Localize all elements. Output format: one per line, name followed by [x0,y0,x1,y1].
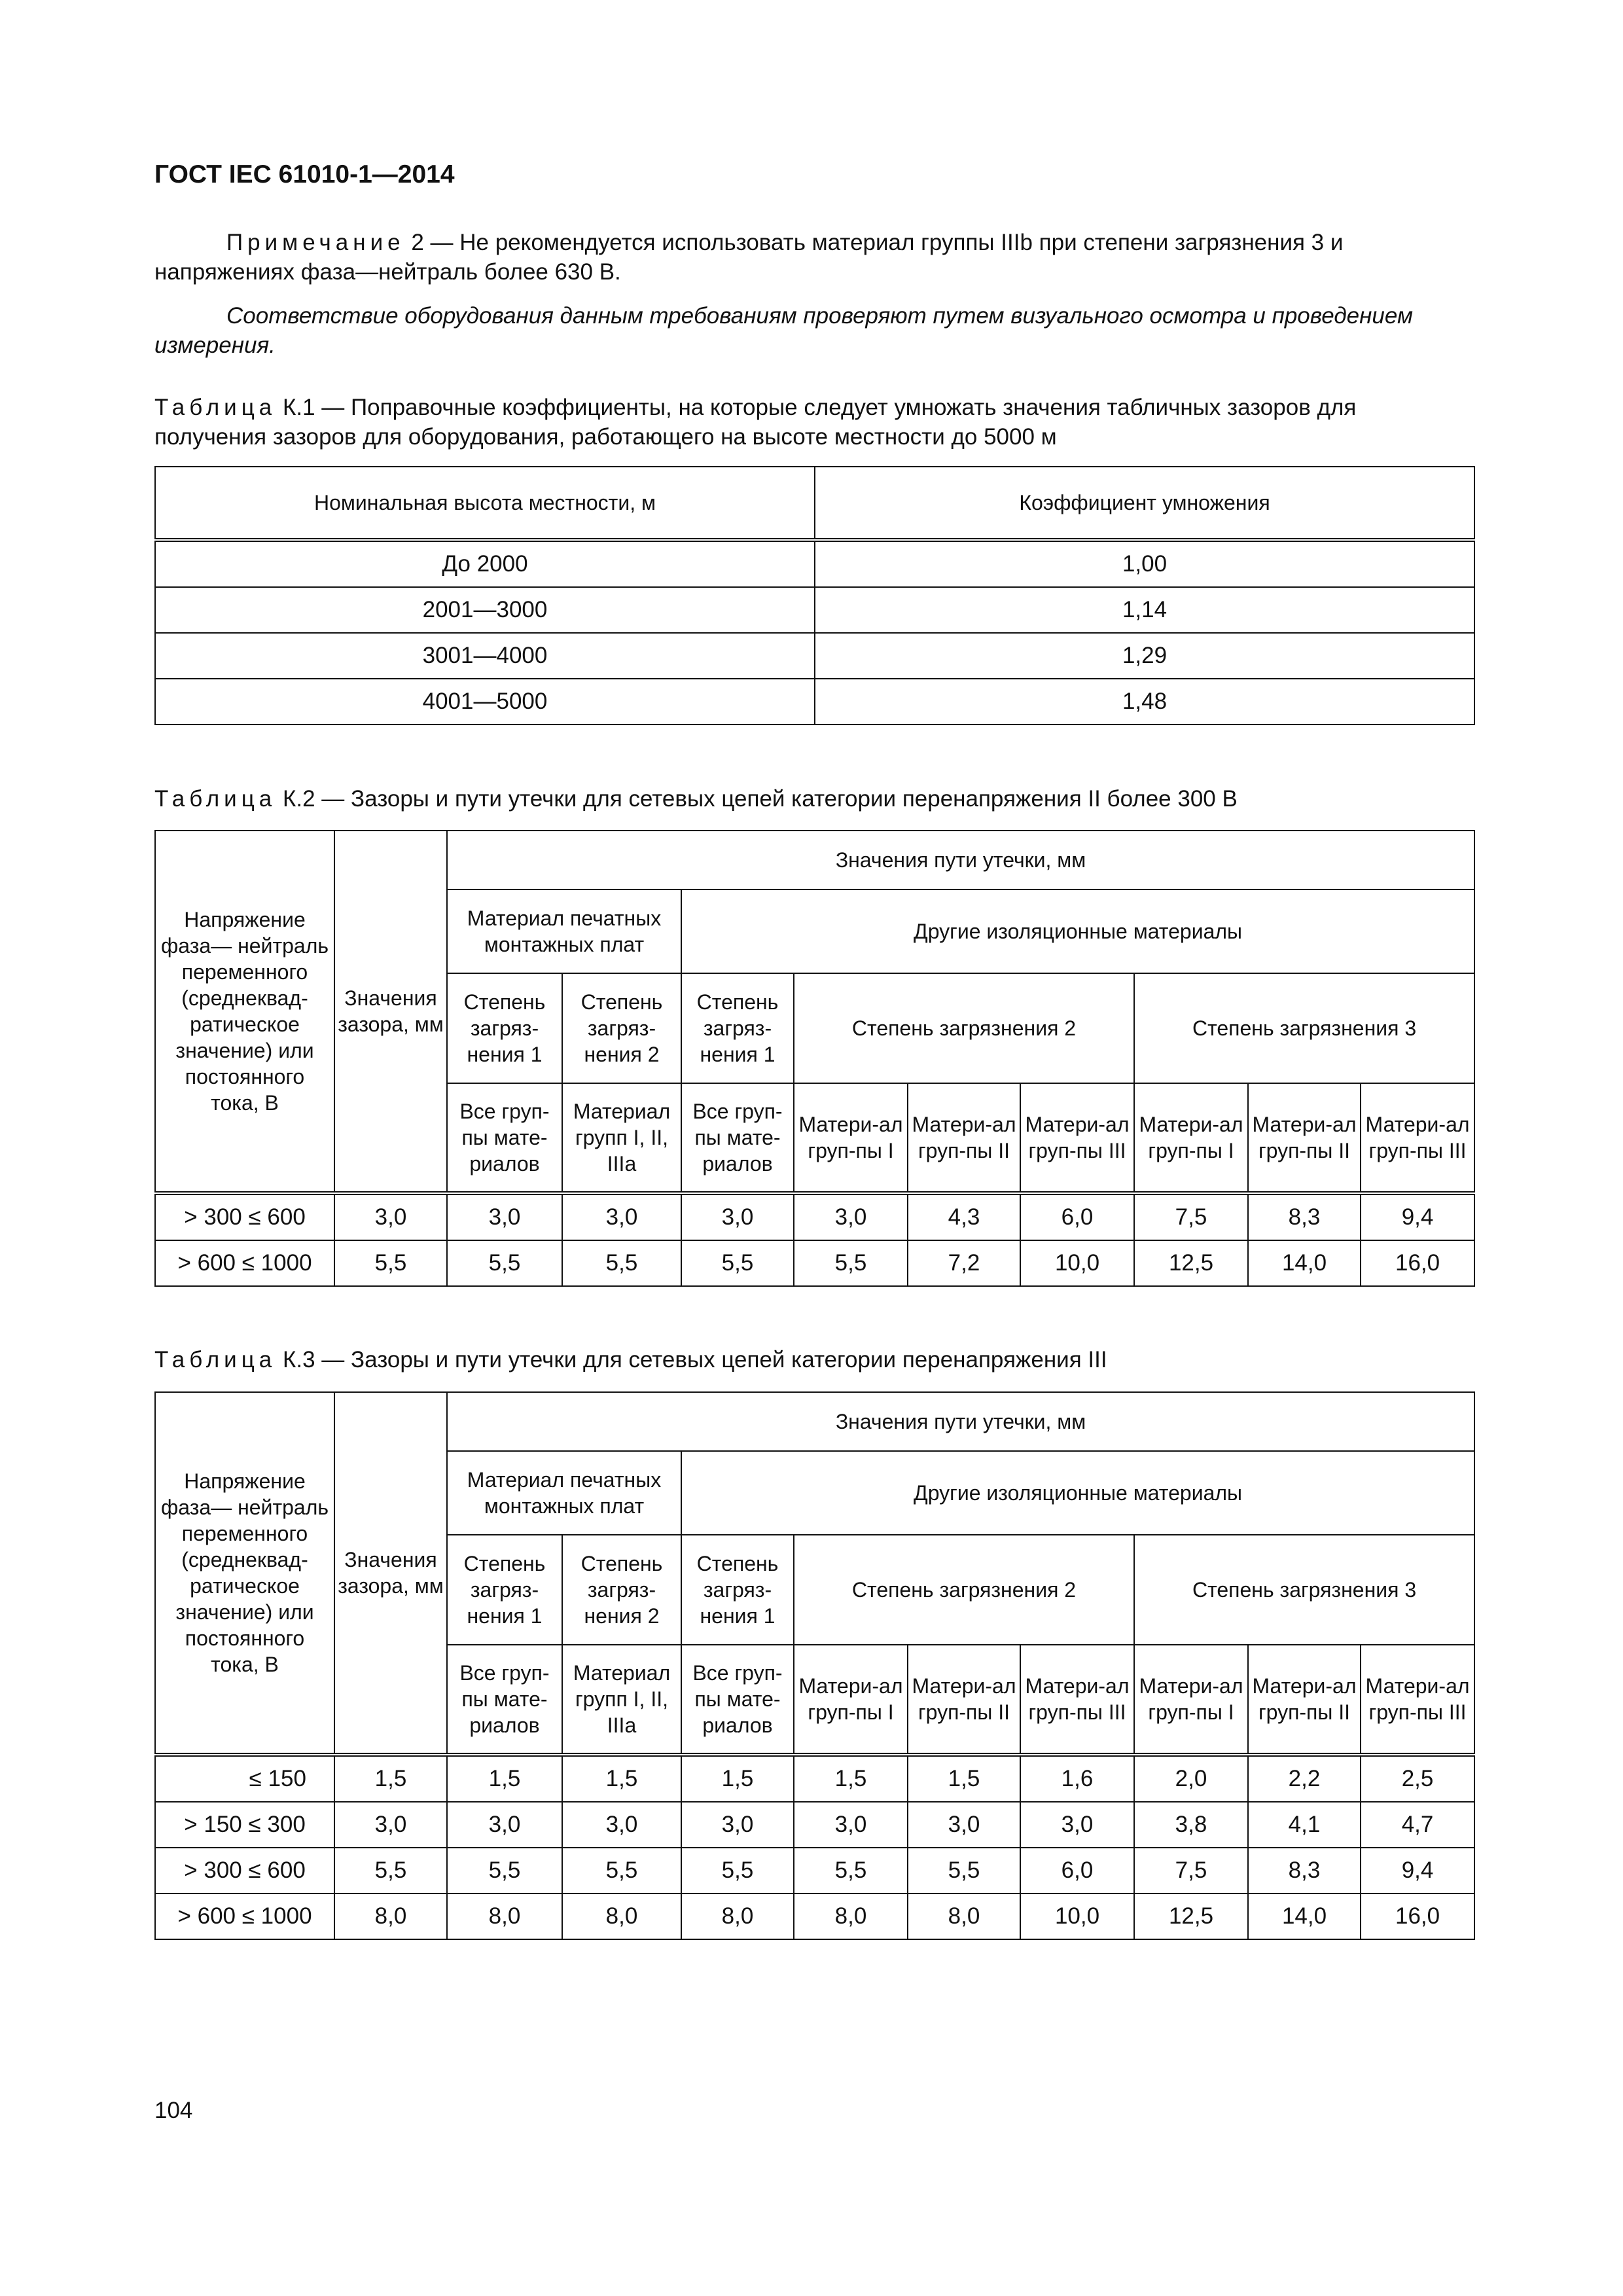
table-row [155,1893,1474,1939]
table-row [155,1848,1474,1893]
material-group-header: Матери-ал груп-пы I [794,1083,908,1193]
page-number: 104 [154,2098,193,2123]
material-group-header: Все груп-пы мате-риалов [447,1645,562,1755]
pcb-material-header: Материал печатных монтажных плат [447,889,681,973]
table-cell: До 2000 [155,540,815,587]
material-group-header: Матери-ал груп-пы II [908,1083,1020,1193]
table-cell: 4001—5000 [155,679,815,725]
table-cell: 4,3 [908,1193,1020,1240]
table-cell: 2001—3000 [155,587,815,633]
table-row [155,1755,1474,1802]
material-group-header: Матери-ал груп-пы I [1134,1083,1248,1193]
other-material-header: Другие изоляционные материалы [681,1451,1474,1535]
material-group-header: Матери-ал груп-пы II [1248,1083,1361,1193]
table-cell: 6,0 [1020,1193,1134,1240]
table-row [155,1193,1474,1240]
table-cell: 6,0 [1020,1848,1134,1893]
table-cell: 10,0 [1020,1893,1134,1939]
pollution-degree-header: Степень загрязнения 2 [794,1535,1134,1645]
pollution-degree-header: Степень загряз-нения 1 [681,1535,794,1645]
table-k2-caption [154,784,1474,814]
table-cell: > 150 ≤ 300 [155,1802,334,1848]
table-k1-caption [154,393,1474,452]
clearance-header: Значения зазора, мм [334,831,447,1193]
material-group-header: Матери-ал груп-пы I [1134,1645,1248,1755]
document-title: ГОСТ IEC 61010-1—2014 [154,160,455,188]
table-k1-caption-text: К.1 — Поправочные коэффициенты, на которые следует умножать значения табличных зазоров для получения зазоров для оборудования, работающего на высоте местности до 5000 м [154,395,1357,450]
table-cell: 3,0 [562,1802,681,1848]
table-cell: 4,1 [1248,1802,1361,1848]
material-group-header: Матери-ал груп-пы III [1361,1083,1474,1193]
table-cell: 7,2 [908,1240,1020,1286]
table-cell: 8,0 [562,1893,681,1939]
creepage-header: Значения пути утечки, мм [447,1392,1474,1451]
pollution-degree-header: Степень загрязнения 3 [1134,1535,1474,1645]
table-cell: 9,4 [1361,1193,1474,1240]
table-cell: 12,5 [1134,1240,1248,1286]
table-row [155,587,1474,633]
pollution-degree-header: Степень загрязнения 3 [1134,973,1474,1083]
material-group-header: Материал групп I, II, IIIa [562,1083,681,1193]
table-row [155,1240,1474,1286]
table-k2-caption-label: Таблица [154,786,277,812]
table-cell: 3,0 [908,1802,1020,1848]
table-row [155,1802,1474,1848]
note-label: Примечание [226,230,405,255]
table-cell: 14,0 [1248,1240,1361,1286]
table-k3-caption [154,1345,1474,1374]
material-group-header: Матери-ал груп-пы II [908,1645,1020,1755]
table-row [155,540,1474,587]
material-group-header: Матери-ал груп-пы I [794,1645,908,1755]
table-k3-caption-label: Таблица [154,1347,277,1372]
compliance-check-text: Соответствие оборудования данным требованиям проверяют путем визуального осмотра и проведением измерения. [154,303,1413,358]
table-cell: 1,48 [815,679,1474,725]
table-cell: 1,5 [681,1755,794,1802]
creepage-header: Значения пути утечки, мм [447,831,1474,889]
table-cell: 3,0 [1020,1802,1134,1848]
table-cell: 8,0 [908,1893,1020,1939]
table-cell: 5,5 [908,1848,1020,1893]
pollution-degree-header: Степень загряз-нения 1 [681,973,794,1083]
table-cell: 8,0 [681,1893,794,1939]
table-row [155,679,1474,725]
table-cell: 2,2 [1248,1755,1361,1802]
table-cell: 5,5 [562,1848,681,1893]
table-cell: 14,0 [1248,1893,1361,1939]
table-cell: 2,0 [1134,1755,1248,1802]
pollution-degree-header: Степень загряз-нения 2 [562,1535,681,1645]
table-cell: 7,5 [1134,1848,1248,1893]
table-cell: 8,3 [1248,1193,1361,1240]
table-cell: 12,5 [1134,1893,1248,1939]
table-cell: > 600 ≤ 1000 [155,1893,334,1939]
table-k2 [154,830,1475,1287]
pollution-degree-header: Степень загряз-нения 2 [562,973,681,1083]
table-cell: 1,5 [794,1755,908,1802]
table-cell: 9,4 [1361,1848,1474,1893]
table-cell: 5,5 [681,1240,794,1286]
table-cell: 3,0 [334,1802,447,1848]
pollution-degree-header: Степень загряз-нения 1 [447,973,562,1083]
table-cell: > 300 ≤ 600 [155,1848,334,1893]
table-cell: 16,0 [1361,1893,1474,1939]
table-cell: 10,0 [1020,1240,1134,1286]
header-cell: Коэффициент умножения [815,467,1474,540]
table-cell: 3,0 [794,1193,908,1240]
table-cell: 2,5 [1361,1755,1474,1802]
table-cell: 4,7 [1361,1802,1474,1848]
table-cell: 1,29 [815,633,1474,679]
table-cell: 3,0 [562,1193,681,1240]
table-cell: 8,3 [1248,1848,1361,1893]
table-cell: 5,5 [334,1240,447,1286]
table-header-row [155,831,1474,889]
table-cell: 3,0 [334,1193,447,1240]
table-cell: 7,5 [1134,1193,1248,1240]
material-group-header: Матери-ал груп-пы II [1248,1645,1361,1755]
table-k1-caption-label: Таблица [154,395,277,420]
table-cell: > 600 ≤ 1000 [155,1240,334,1286]
table-cell: 1,00 [815,540,1474,587]
table-cell: 3,0 [681,1193,794,1240]
table-cell: 3,8 [1134,1802,1248,1848]
table-cell: 1,5 [562,1755,681,1802]
table-cell: 5,5 [681,1848,794,1893]
pollution-degree-header: Степень загряз-нения 1 [447,1535,562,1645]
table-cell: 5,5 [794,1240,908,1286]
material-group-header: Матери-ал груп-пы III [1361,1645,1474,1755]
pollution-degree-header: Степень загрязнения 2 [794,973,1134,1083]
table-cell: 8,0 [447,1893,562,1939]
table-cell: 1,5 [908,1755,1020,1802]
table-cell: 1,6 [1020,1755,1134,1802]
table-cell: 1,5 [447,1755,562,1802]
voltage-header: Напряжение фаза— нейтраль переменного (среднеквад-ратическое значение) или постоянного тока, В [155,1392,334,1755]
table-cell: 5,5 [794,1848,908,1893]
material-group-header: Матери-ал груп-пы III [1020,1083,1134,1193]
table-k2-caption-text: К.2 — Зазоры и пути утечки для сетевых цепей категории перенапряжения II более 300 В [282,786,1238,812]
header-cell: Номинальная высота местности, м [155,467,815,540]
compliance-check-paragraph [154,301,1474,360]
other-material-header: Другие изоляционные материалы [681,889,1474,973]
table-cell: 5,5 [447,1848,562,1893]
note-text: 2 — Не рекомендуется использовать материал группы IIIb при степени загрязнения 3 и напряжениях фаза—нейтраль более 630 В. [154,230,1344,285]
table-header-row [155,467,1474,540]
table-header-row [155,1392,1474,1451]
table-cell: 8,0 [334,1893,447,1939]
clearance-header: Значения зазора, мм [334,1392,447,1755]
table-k1 [154,466,1475,725]
table-cell: 3,0 [447,1802,562,1848]
table-cell: 5,5 [334,1848,447,1893]
material-group-header: Все груп-пы мате-риалов [447,1083,562,1193]
table-cell: 16,0 [1361,1240,1474,1286]
voltage-header: Напряжение фаза— нейтраль переменного (среднеквад-ратическое значение) или постоянного тока, В [155,831,334,1193]
table-cell: 3,0 [681,1802,794,1848]
table-cell: 8,0 [794,1893,908,1939]
material-group-header: Все груп-пы мате-риалов [681,1083,794,1193]
table-cell: 1,14 [815,587,1474,633]
table-cell: 3,0 [447,1193,562,1240]
table-cell: ≤ 150 [155,1755,334,1802]
table-cell: 1,5 [334,1755,447,1802]
pcb-material-header: Материал печатных монтажных плат [447,1451,681,1535]
table-cell: 5,5 [562,1240,681,1286]
table-cell: 3,0 [794,1802,908,1848]
material-group-header: Все груп-пы мате-риалов [681,1645,794,1755]
table-cell: > 300 ≤ 600 [155,1193,334,1240]
table-row [155,633,1474,679]
material-group-header: Материал групп I, II, IIIa [562,1645,681,1755]
table-cell: 3001—4000 [155,633,815,679]
material-group-header: Матери-ал груп-пы III [1020,1645,1134,1755]
table-k3-caption-text: К.3 — Зазоры и пути утечки для сетевых цепей категории перенапряжения III [282,1347,1107,1372]
note-paragraph [154,228,1474,287]
table-cell: 5,5 [447,1240,562,1286]
table-k3 [154,1391,1475,1940]
